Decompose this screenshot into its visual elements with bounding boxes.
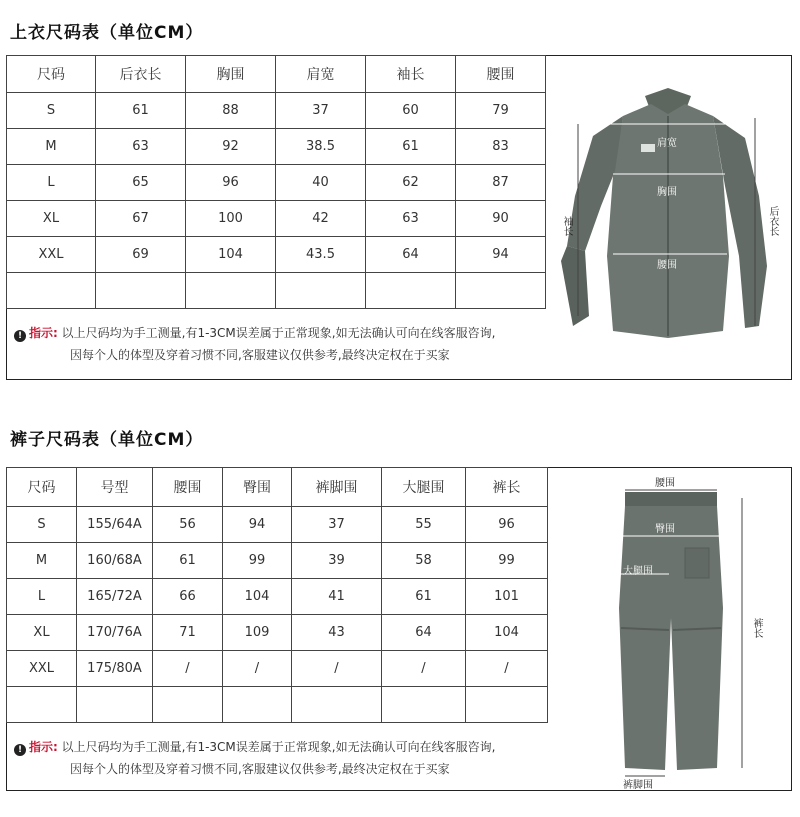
table-row [7, 237, 546, 273]
table-row [7, 165, 546, 201]
shoulder-label: 肩宽 [657, 138, 677, 149]
table-cell: / [223, 651, 292, 687]
table-cell: 61 [382, 579, 466, 615]
table-cell: 165/72A [77, 579, 153, 615]
table-cell: 55 [382, 507, 466, 543]
sleeve-label: 袖长 [561, 216, 572, 236]
header-cell: 腰围 [456, 56, 546, 93]
note-line-1: 以上尺码均为手工测量,有1-3CM误差属于正常现象,如无法确认可向在线客服咨询, [61, 740, 496, 754]
table-row [7, 201, 546, 237]
table-cell [382, 687, 466, 723]
table-row [7, 93, 546, 129]
header-cell: 袖长 [366, 56, 456, 93]
table-cell [153, 687, 223, 723]
table-cell: / [292, 651, 382, 687]
table-row [7, 687, 548, 723]
table-cell: 40 [276, 165, 366, 201]
table-cell: 88 [186, 93, 276, 129]
table-cell [466, 687, 548, 723]
back-length-label: 后衣长 [767, 206, 778, 236]
info-icon: ! [14, 330, 26, 342]
table-cell: XL [7, 201, 96, 237]
table-row [7, 507, 548, 543]
table-cell: XL [7, 615, 77, 651]
table-cell: 101 [466, 579, 548, 615]
table-cell [186, 273, 276, 309]
shirt-illustration [545, 56, 791, 379]
table-cell: 90 [456, 201, 546, 237]
table-cell: XXL [7, 237, 96, 273]
table-cell [456, 273, 546, 309]
table-cell: 79 [456, 93, 546, 129]
note-line-2: 因每个人的体型及穿着习惯不同,客服建议仅供参考,最终决定权在于买家 [70, 348, 450, 362]
header-cell: 大腿围 [382, 468, 466, 507]
table-cell: 43.5 [276, 237, 366, 273]
table-row [7, 129, 546, 165]
table-cell: L [7, 165, 96, 201]
note-line-2: 因每个人的体型及穿着习惯不同,客服建议仅供参考,最终决定权在于买家 [70, 762, 450, 776]
table-cell [77, 687, 153, 723]
table-header-row [7, 56, 546, 93]
table-cell: 87 [456, 165, 546, 201]
table-cell [223, 687, 292, 723]
pants-length-label: 裤长 [751, 618, 762, 638]
table-cell: 62 [366, 165, 456, 201]
note-label: 指示: [29, 326, 58, 340]
table-cell: 41 [292, 579, 382, 615]
pants-size-title: 裤子尺码表（单位CM） [10, 430, 204, 450]
table-cell [276, 273, 366, 309]
table-cell [96, 273, 186, 309]
table-cell: / [382, 651, 466, 687]
header-cell: 后衣长 [96, 56, 186, 93]
header-cell: 裤长 [466, 468, 548, 507]
table-cell: 61 [366, 129, 456, 165]
pants-size-table [6, 467, 548, 723]
table-cell: 56 [153, 507, 223, 543]
table-cell: S [7, 507, 77, 543]
hip-label: 臀围 [655, 524, 675, 535]
table-cell: 104 [186, 237, 276, 273]
table-cell: 175/80A [77, 651, 153, 687]
table-cell [7, 273, 96, 309]
table-cell: 104 [223, 579, 292, 615]
note-line-1: 以上尺码均为手工测量,有1-3CM误差属于正常现象,如无法确认可向在线客服咨询, [61, 326, 496, 340]
table-row [7, 615, 548, 651]
table-cell: 37 [276, 93, 366, 129]
pants-illustration [547, 468, 791, 790]
header-cell: 肩宽 [276, 56, 366, 93]
table-cell [366, 273, 456, 309]
table-cell: 58 [382, 543, 466, 579]
table-cell: L [7, 579, 77, 615]
header-cell: 号型 [77, 468, 153, 507]
hem-label: 裤脚围 [623, 780, 653, 791]
header-cell: 腰围 [153, 468, 223, 507]
header-cell: 臀围 [223, 468, 292, 507]
table-row [7, 273, 546, 309]
table-row [7, 651, 548, 687]
table-cell: 66 [153, 579, 223, 615]
chest-label: 胸围 [657, 187, 677, 198]
shirt-size-table [6, 55, 546, 309]
table-cell: M [7, 129, 96, 165]
table-header-row [7, 468, 548, 507]
table-cell: 99 [223, 543, 292, 579]
table-cell: 94 [223, 507, 292, 543]
table-cell: 60 [366, 93, 456, 129]
note-label: 指示: [29, 740, 58, 754]
shirt-note [14, 322, 495, 366]
header-cell: 胸围 [186, 56, 276, 93]
table-row [7, 543, 548, 579]
table-cell: 67 [96, 201, 186, 237]
table-cell: 64 [366, 237, 456, 273]
pants-note [14, 736, 495, 780]
table-cell: 65 [96, 165, 186, 201]
table-cell: S [7, 93, 96, 129]
table-row [7, 579, 548, 615]
pants-waist-label: 腰围 [655, 478, 675, 489]
table-cell: 155/64A [77, 507, 153, 543]
table-cell: 96 [466, 507, 548, 543]
header-cell: 裤脚围 [292, 468, 382, 507]
table-cell: 99 [466, 543, 548, 579]
table-cell: 71 [153, 615, 223, 651]
table-cell: / [466, 651, 548, 687]
shirt-size-title: 上衣尺码表（单位CM） [10, 23, 204, 43]
table-cell [292, 687, 382, 723]
table-cell: 69 [96, 237, 186, 273]
table-cell: M [7, 543, 77, 579]
table-cell: 109 [223, 615, 292, 651]
table-cell: 92 [186, 129, 276, 165]
table-cell: 39 [292, 543, 382, 579]
table-cell: 37 [292, 507, 382, 543]
table-cell: 64 [382, 615, 466, 651]
table-cell: 42 [276, 201, 366, 237]
table-cell: 63 [366, 201, 456, 237]
table-cell: 61 [96, 93, 186, 129]
shirt-drawing [545, 56, 791, 379]
table-cell: XXL [7, 651, 77, 687]
table-cell: 170/76A [77, 615, 153, 651]
table-cell: 96 [186, 165, 276, 201]
table-cell [7, 687, 77, 723]
table-cell: 43 [292, 615, 382, 651]
table-cell: 61 [153, 543, 223, 579]
header-cell: 尺码 [7, 56, 96, 93]
table-cell: 38.5 [276, 129, 366, 165]
table-cell: 83 [456, 129, 546, 165]
table-cell: 104 [466, 615, 548, 651]
table-cell: 63 [96, 129, 186, 165]
table-cell: 100 [186, 201, 276, 237]
thigh-label: 大腿围 [623, 566, 653, 577]
header-cell: 尺码 [7, 468, 77, 507]
table-cell: / [153, 651, 223, 687]
table-cell: 160/68A [77, 543, 153, 579]
waist-label: 腰围 [657, 260, 677, 271]
table-cell: 94 [456, 237, 546, 273]
info-icon: ! [14, 744, 26, 756]
